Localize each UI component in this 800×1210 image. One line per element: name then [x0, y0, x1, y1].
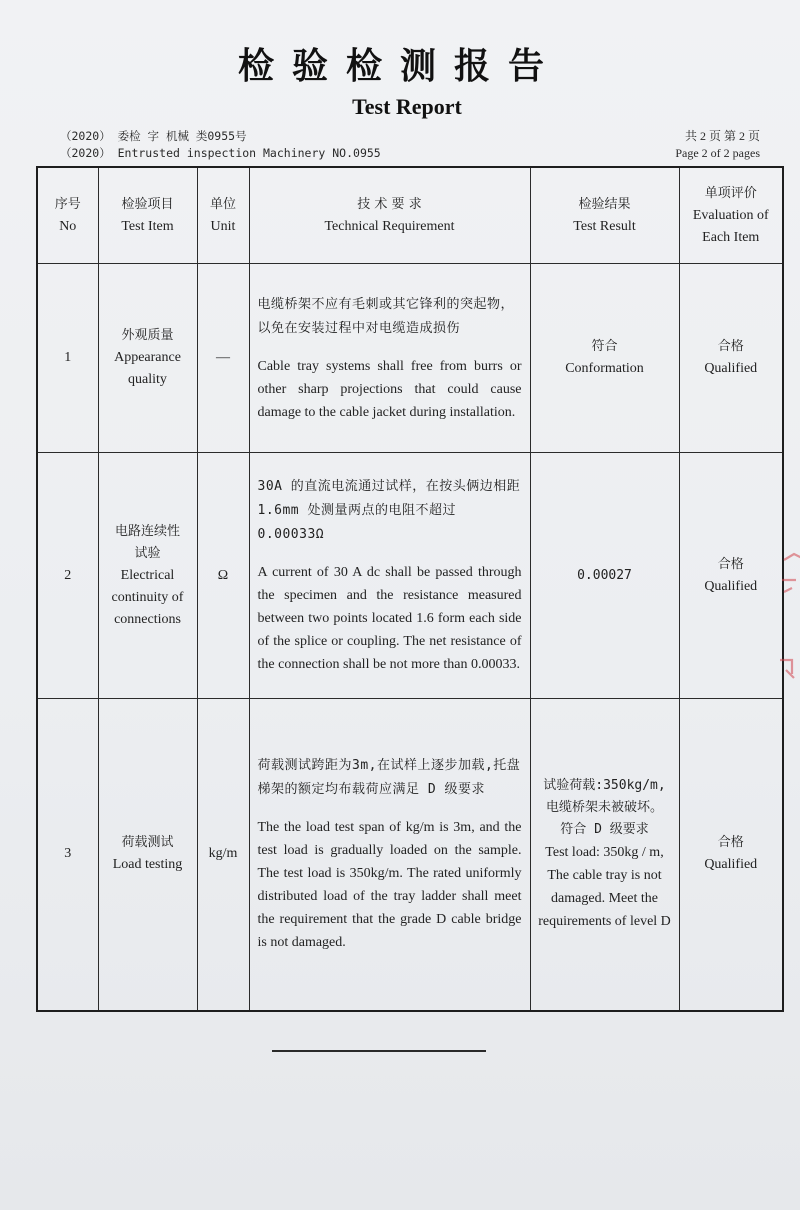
requirement-cell: 荷载测试跨距为3m,在试样上逐步加载,托盘梯架的额定均布载荷应满足 D 级要求 The the load test span of kg/m is 3m, and the test load is gradually loaded on the sample. The test load is 350kg/m. The rated uniformly distributed load of the tray ladder shall meet the requirement that the grade D cable bridge is not damaged.	[249, 699, 530, 1011]
result-cell: 0.00027	[530, 453, 679, 699]
test-item-cell: 电路连续性试验 Electrical continuity of connections	[98, 453, 197, 699]
evaluation-cell: 合格 Qualified	[679, 453, 783, 699]
evaluation-cell: 合格 Qualified	[679, 264, 783, 453]
page-counter-en: Page 2 of 2 pages	[675, 146, 760, 160]
test-item-cell: 外观质量 Appearance quality	[98, 264, 197, 453]
table-row	[37, 699, 783, 1011]
column-header-evaluation: 单项评价 Evaluation of Each Item	[679, 167, 783, 264]
unit-cell: —	[197, 264, 249, 453]
unit-cell: Ω	[197, 453, 249, 699]
report-title-cn: 检验检测报告	[237, 46, 562, 87]
table-header-row	[37, 167, 783, 264]
evaluation-cell: 合格 Qualified	[679, 699, 783, 1011]
result-cell: 符合 Conformation	[530, 264, 679, 453]
result-cell: 试验荷载:350kg/m, 电缆桥架未被破坏。 符合 D 级要求 Test load: 350kg / m, The cable tray is not damaged. Meet the requirements of level D	[530, 699, 679, 1011]
signature-line	[272, 1050, 486, 1052]
unit-cell: kg/m	[197, 699, 249, 1011]
column-header-unit: 单位 Unit	[197, 167, 249, 264]
requirement-cell: 30A 的直流电流通过试样，在按头俩边相距 1.6mm 处测量两点的电阻不超过 0.00033Ω A current of 30 A dc shall be passed through the specimen and the resistance measured between two points located 1.6 form each side of the splice or coupling. The net resistance of the connection shall be not more than 0.00033.	[249, 453, 530, 699]
reference-cn: （2020） 委检 字 机械 类0955号	[60, 129, 247, 143]
table-row	[37, 453, 783, 699]
row-number: 1	[37, 264, 98, 453]
page-counter-cn: 共 2 页 第 2 页	[684, 129, 760, 143]
column-header-no: 序号 No	[37, 167, 98, 264]
page-counter	[675, 128, 760, 162]
report-title-en: Test Report	[352, 94, 462, 119]
report-reference	[60, 128, 381, 162]
reference-en: （2020） Entrusted inspection Machinery NO.0955	[60, 146, 381, 160]
table-row	[37, 264, 783, 453]
row-number: 2	[37, 453, 98, 699]
row-number: 3	[37, 699, 98, 1011]
column-header-test-result: 检验结果 Test Result	[530, 167, 679, 264]
requirement-cell: 电缆桥架不应有毛刺或其它锋利的突起物，以免在安装过程中对电缆造成损伤 Cable tray systems shall free from burrs or other sharp projections that could cause damage to the cable jacket during installation.	[249, 264, 530, 453]
column-header-test-item: 检验项目 Test Item	[98, 167, 197, 264]
column-header-technical-requirement: 技 术 要 求 Technical Requirement	[249, 167, 530, 264]
test-results-table	[36, 166, 784, 1012]
test-item-cell: 荷载测试 Load testing	[98, 699, 197, 1011]
